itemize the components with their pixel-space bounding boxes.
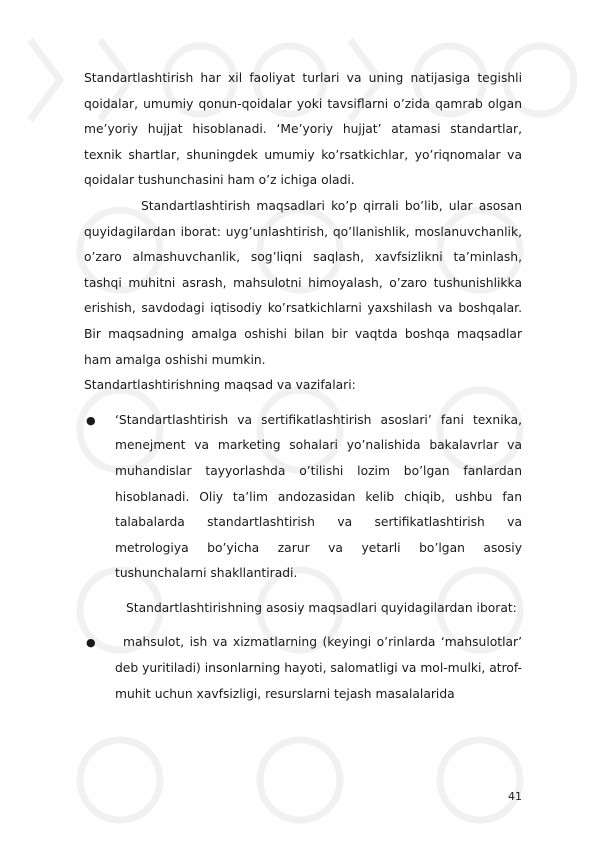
paragraph-goals: Standartlashtirish maqsadlari ko’p qirrali bo’lib, ular asosan quyidagilardan iborat: uyg’unlashtirish, qo’llanishlik, moslanuvchanlik, o’zaro almashuvchanlik, sog’liqni saqlash, xavfsizlikni ta’minlash, tashqi muhitni asrash, mahsulotni himoyalash, o’zaro tushunishlikka erishish, savdodagi iqtisodiy ko’rsatkichlarni yaxshilash va boshqalar. Bir maqsadning amalga oshishi bilan bir vaqtda boshqa maqsadlar ham amalga oshishi mumkin.	[84, 198, 522, 367]
list-item-course-description	[84, 408, 522, 587]
list-item-product-safety	[84, 630, 522, 707]
bullet-icon: ●	[86, 413, 96, 427]
bullet-icon: ●	[86, 636, 96, 650]
list-item-text: ‘Standartlashtirish va sertifikatlashtirish asoslari’ fani texnika, menejment va marketing sohalari yo’nalishida bakalavrlar va muhandislar tayyorlashda o’tilishi lozim bo’lgan fanlardan hisoblanadi. Oliy ta’lim andozasidan kelib chiqib, ushbu fan talabalarda standartlashtirish va sertifikatlashtirish va metrologiya bo’yicha zarur va yetarli bo’lgan asosiy tushunchalarni shakllantiradi.	[115, 412, 522, 581]
document-body	[84, 66, 522, 707]
section-heading-goals-tasks: Standartlashtirishning maqsad va vazifalari:	[84, 378, 356, 393]
paragraph-definition: Standartlashtirish har xil faoliyat turlari va uning natijasiga tegishli qoidalar, umumiy qonun-qoidalar yoki tavsiflarni o’zida qamrab olgan me’yoriy hujjat hisoblanadi. ‘Me’yoriy hujjat’ atamasi standartlar, texnik shartlar, shuningdek umumiy ko’rsatkichlar, yo’riqnomalar va qoidalar tushunchasini ham o’z ichiga oladi.	[84, 71, 522, 188]
page-number: 41	[508, 790, 522, 803]
section-heading-main-goals: Standartlashtirishning asosiy maqsadlari quyidagilardan iborat:	[126, 600, 517, 615]
list-item-text: mahsulot, ish va xizmatlarning (keyingi o’rinlarda ‘mahsulotlar’ deb yuritiladi) insonlarning hayoti, salomatligi va mol-mulki, atrof-muhit uchun xavfsizligi, resurslarni tejash masalalarida	[115, 635, 522, 701]
